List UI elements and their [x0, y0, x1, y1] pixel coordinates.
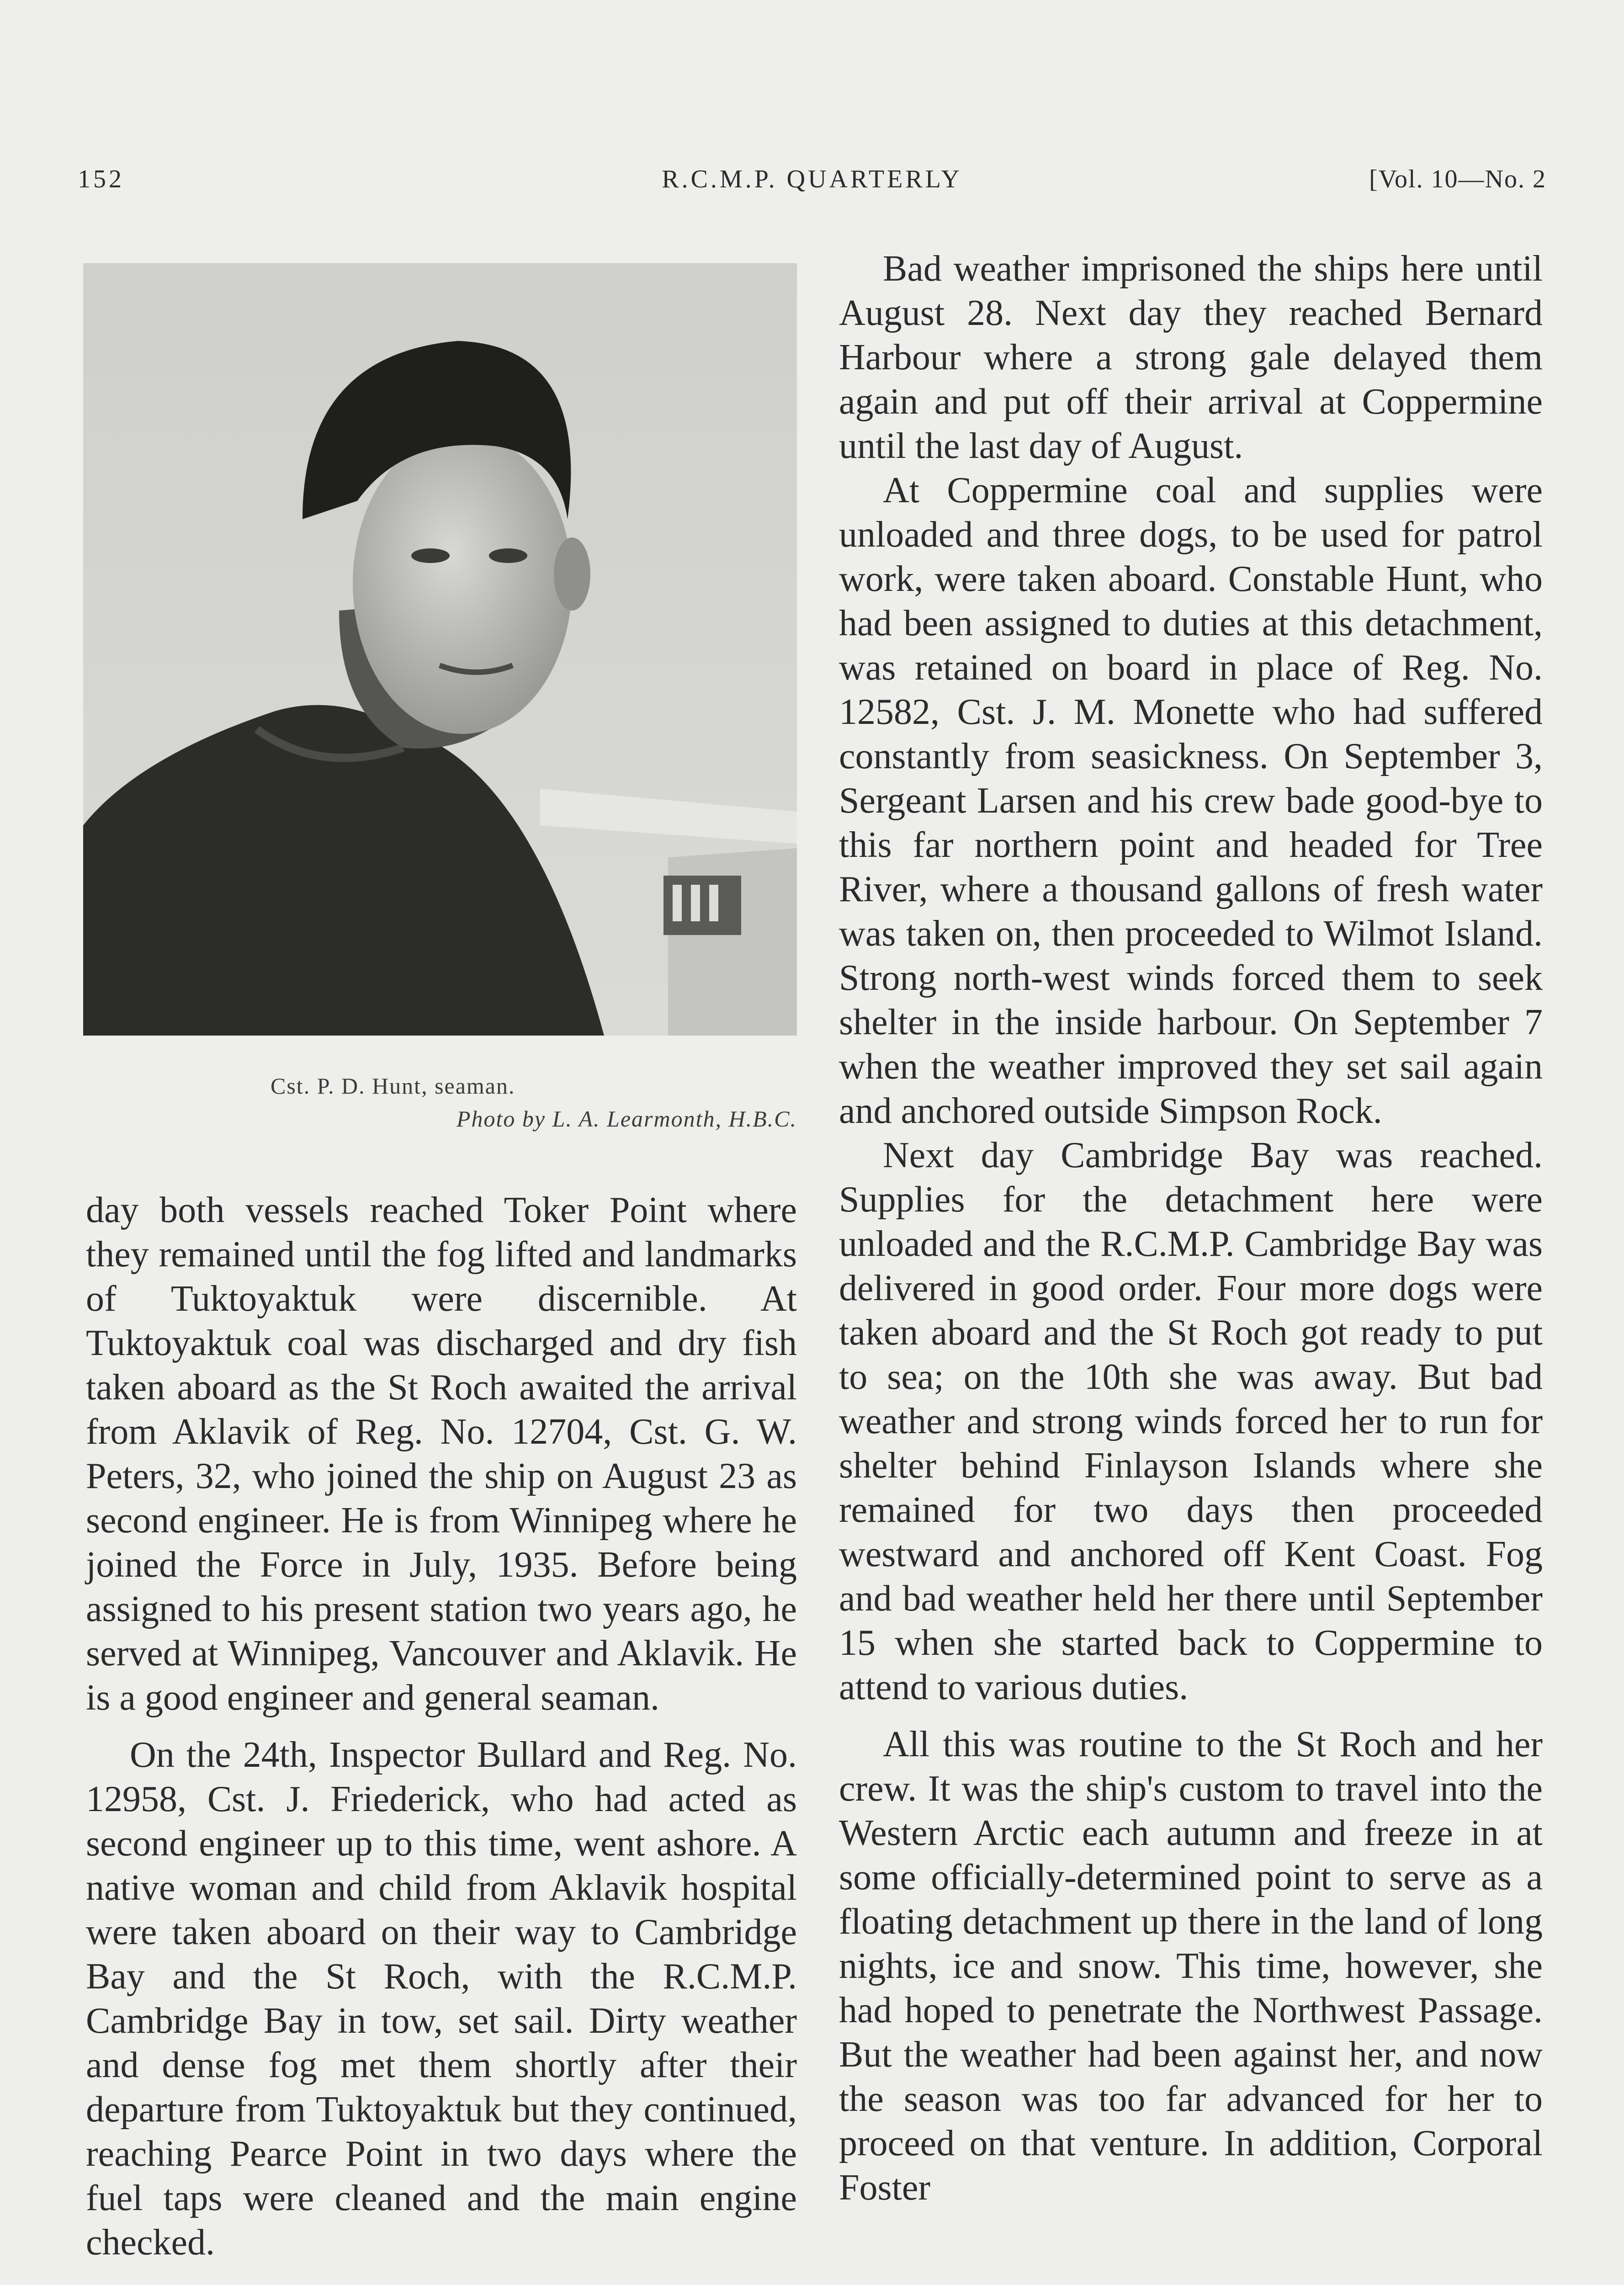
journal-title: R.C.M.P. QUARTERLY [662, 165, 962, 193]
portrait-illustration [83, 263, 797, 1036]
left-paragraph-2: On the 24th, Inspector Bullard and Reg. No. 12958, Cst. J. Friederick, who had acted as second engineer up to this time, went ashore. A native woman and child from Aklavik hospital were taken aboard on their way to Cambridge Bay and the St Roch, with the R.C.M.P. Cambridge Bay in tow, set sail. Dirty weather and dense fog met them shortly after their departure from Tuktoyaktuk but they continued, reaching Pearce Point in two days where the fuel taps were cleaned and the main engine checked. [86, 1735, 797, 2263]
running-header [78, 165, 1546, 206]
caption-credit: Photo by L. A. Learmonth, H.B.C. [456, 1106, 797, 1132]
right-paragraph-4: All this was routine to the St Roch and her crew. It was the ship's custom to travel into the Western Arctic each autumn and freeze in at some officially-determined point to serve as a floating detachment up there in the land of long nights, ice and snow. This time, however, she had hoped to penetrate the Northwest Passage. But the weather had been against her, and now the season was too far advanced for her to proceed on that venture. In addition, Corporal Foster [839, 1724, 1543, 2208]
caption-subject: Cst. P. D. Hunt, seaman. [271, 1073, 515, 1099]
right-paragraph-2: At Coppermine coal and supplies were unloaded and three dogs, to be used for patrol work, were taken aboard. Constable Hunt, who had been assigned to duties at this detachment, was retained on board in place of Reg. No. 12582, Cst. J. M. Monette who had suffered constantly from seasickness. On September 3, Sergeant Larsen and his crew bade good-bye to this far northern point and headed for Tree River, where a thousand gallons of fresh water was taken on, then proceeded to Wilmot Island. Strong north-west winds forced them to seek shelter in the inside harbour. On September 7 when the weather improved they set sail again and anchored outside Simpson Rock. [839, 470, 1543, 1131]
left-column [86, 1188, 797, 2265]
right-column [839, 247, 1543, 2210]
left-paragraph-1: day both vessels reached Toker Point where they remained until the fog lifted and landmarks of Tuktoyaktuk were discernible. At Tuktoyaktuk coal was discharged and dry fish taken aboard as the St Roch awaited the arrival from Aklavik of Reg. No. 12704, Cst. G. W. Peters, 32, who joined the ship on August 23 as second engineer. He is from Winnipeg where he joined the Force in July, 1935. Before being assigned to his present station two years ago, he served at Winnipeg, Vancouver and Aklavik. He is a good engineer and general seaman. [86, 1190, 797, 1718]
volume-label: [Vol. 10—No. 2 [1369, 165, 1546, 193]
page-number: 152 [78, 165, 124, 193]
right-paragraph-1: Bad weather imprisoned the ships here until August 28. Next day they reached Bernard Harbour where a strong gale delayed them again and put off their arrival at Coppermine until the last day of August. [839, 249, 1543, 466]
right-paragraph-3: Next day Cambridge Bay was reached. Supplies for the detachment here were unloaded and the R.C.M.P. Cambridge Bay was delivered in good order. Four more dogs were taken aboard and the St Roch got ready to put to sea; on the 10th she was away. But bad weather and strong winds forced her to run for shelter behind Finlayson Islands where she remained for two days then proceeded westward and anchored off Kent Coast. Fog and bad weather held her there until September 15 when she started back to Coppermine to attend to various duties. [839, 1135, 1543, 1707]
portrait-photo [83, 263, 797, 1036]
photo-caption [83, 1069, 797, 1135]
